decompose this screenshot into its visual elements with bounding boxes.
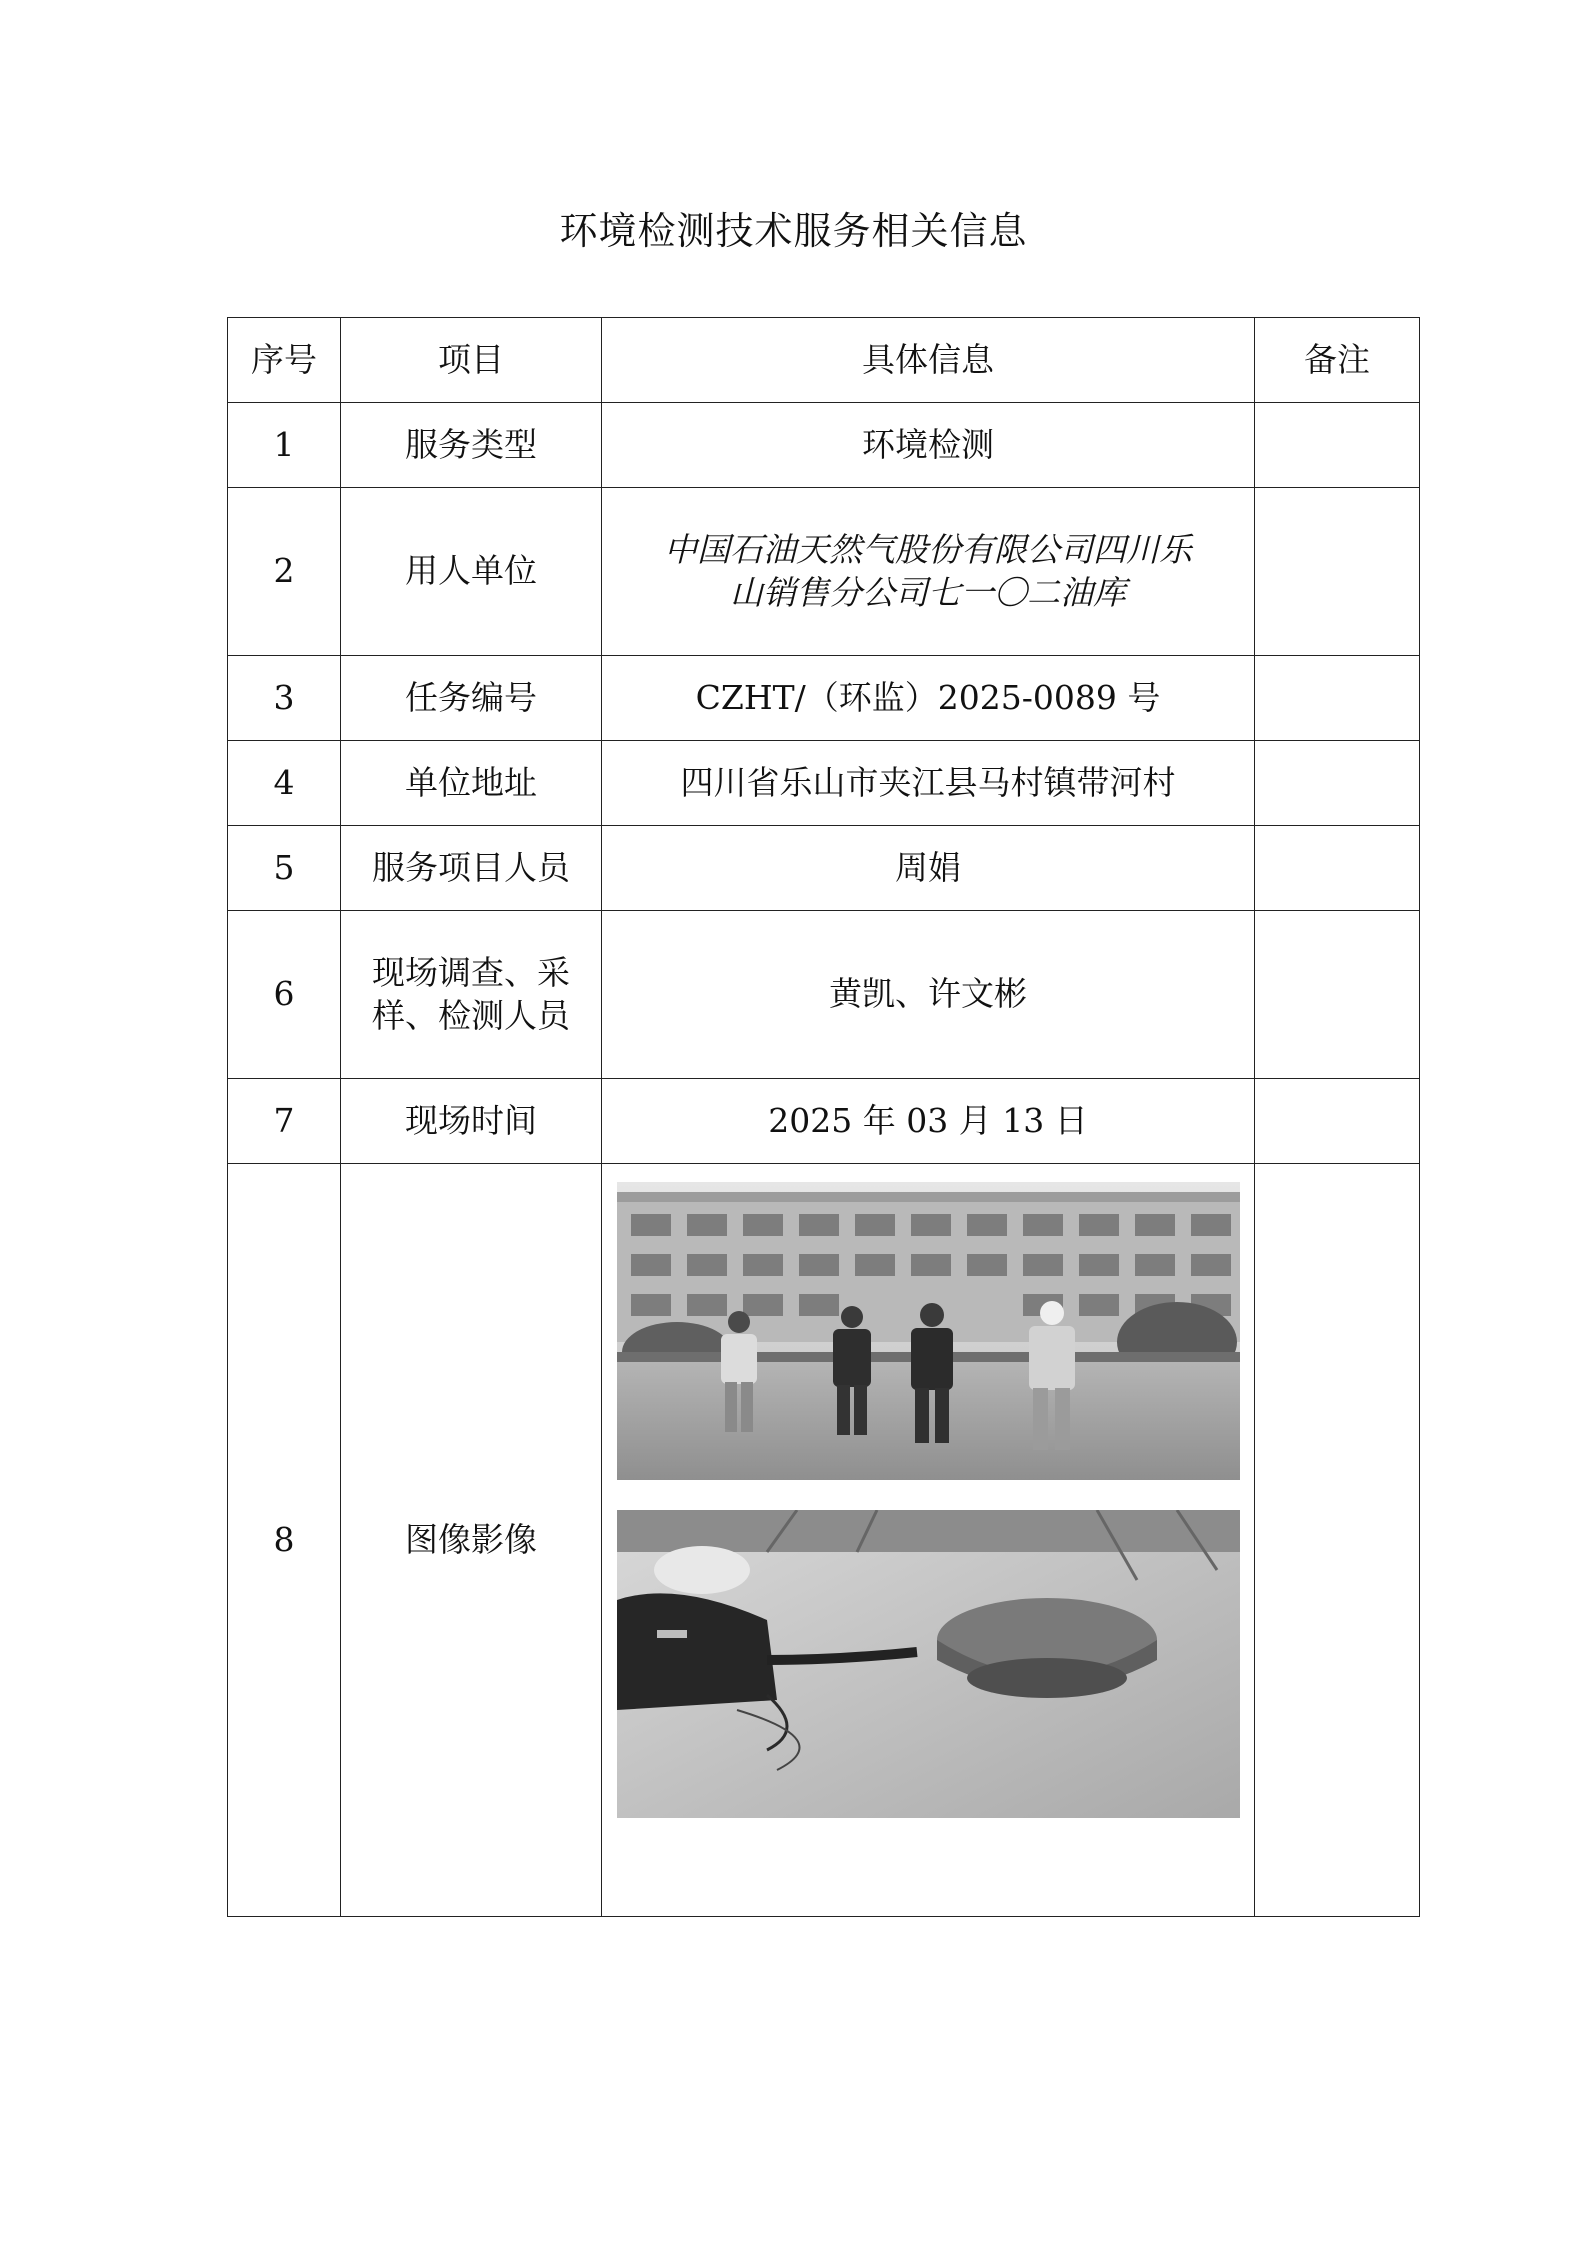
table-row [228, 826, 1420, 911]
cell-info: 周娟 [602, 826, 1255, 911]
group-photo-icon [617, 1182, 1240, 1480]
cell-seq: 1 [228, 403, 341, 488]
cell-note [1255, 911, 1420, 1079]
page-title: 环境检测技术服务相关信息 [559, 209, 1028, 253]
cell-info: 四川省乐山市夹江县马村镇带河村 [602, 741, 1255, 826]
tank-measurement-image [617, 1510, 1240, 1818]
header-note: 备注 [1255, 318, 1420, 403]
cell-item: 服务类型 [341, 403, 602, 488]
cell-seq: 6 [228, 911, 341, 1079]
cell-note [1255, 488, 1420, 656]
cell-note [1255, 656, 1420, 741]
cell-seq: 4 [228, 741, 341, 826]
cell-note [1255, 403, 1420, 488]
cell-images [602, 1164, 1255, 1917]
header-info: 具体信息 [602, 318, 1255, 403]
cell-note [1255, 826, 1420, 911]
tank-measurement-icon [617, 1510, 1240, 1818]
group-photo-image [617, 1182, 1240, 1480]
cell-seq: 3 [228, 656, 341, 741]
cell-item: 单位地址 [341, 741, 602, 826]
table-row [228, 1164, 1420, 1917]
cell-info-line: 中国石油天然气股份有限公司四川乐 [664, 529, 1192, 569]
cell-info [602, 488, 1255, 656]
cell-item: 任务编号 [341, 656, 602, 741]
cell-item [341, 911, 602, 1079]
cell-note [1255, 741, 1420, 826]
table-row [228, 656, 1420, 741]
cell-note [1255, 1079, 1420, 1164]
table-header-row [228, 318, 1420, 403]
header-item: 项目 [341, 318, 602, 403]
table-row [228, 911, 1420, 1079]
table-row [228, 403, 1420, 488]
cell-info: CZHT/（环监）2025-0089 号 [602, 656, 1255, 741]
cell-note [1255, 1164, 1420, 1917]
cell-seq: 5 [228, 826, 341, 911]
cell-item: 服务项目人员 [341, 826, 602, 911]
cell-info-line: 山销售分公司七一〇二油库 [730, 572, 1126, 612]
table-row [228, 1079, 1420, 1164]
table-row [228, 488, 1420, 656]
cell-item: 图像影像 [341, 1164, 602, 1917]
cell-item: 用人单位 [341, 488, 602, 656]
header-seq: 序号 [228, 318, 341, 403]
cell-item-line: 样、检测人员 [372, 995, 570, 1035]
cell-seq: 8 [228, 1164, 341, 1917]
cell-info: 2025 年 03 月 13 日 [602, 1079, 1255, 1164]
cell-item: 现场时间 [341, 1079, 602, 1164]
cell-seq: 7 [228, 1079, 341, 1164]
cell-seq: 2 [228, 488, 341, 656]
cell-info: 黄凯、许文彬 [602, 911, 1255, 1079]
info-table [227, 317, 1420, 1917]
cell-info: 环境检测 [602, 403, 1255, 488]
cell-item-line: 现场调查、采 [372, 952, 570, 992]
table-row [228, 741, 1420, 826]
